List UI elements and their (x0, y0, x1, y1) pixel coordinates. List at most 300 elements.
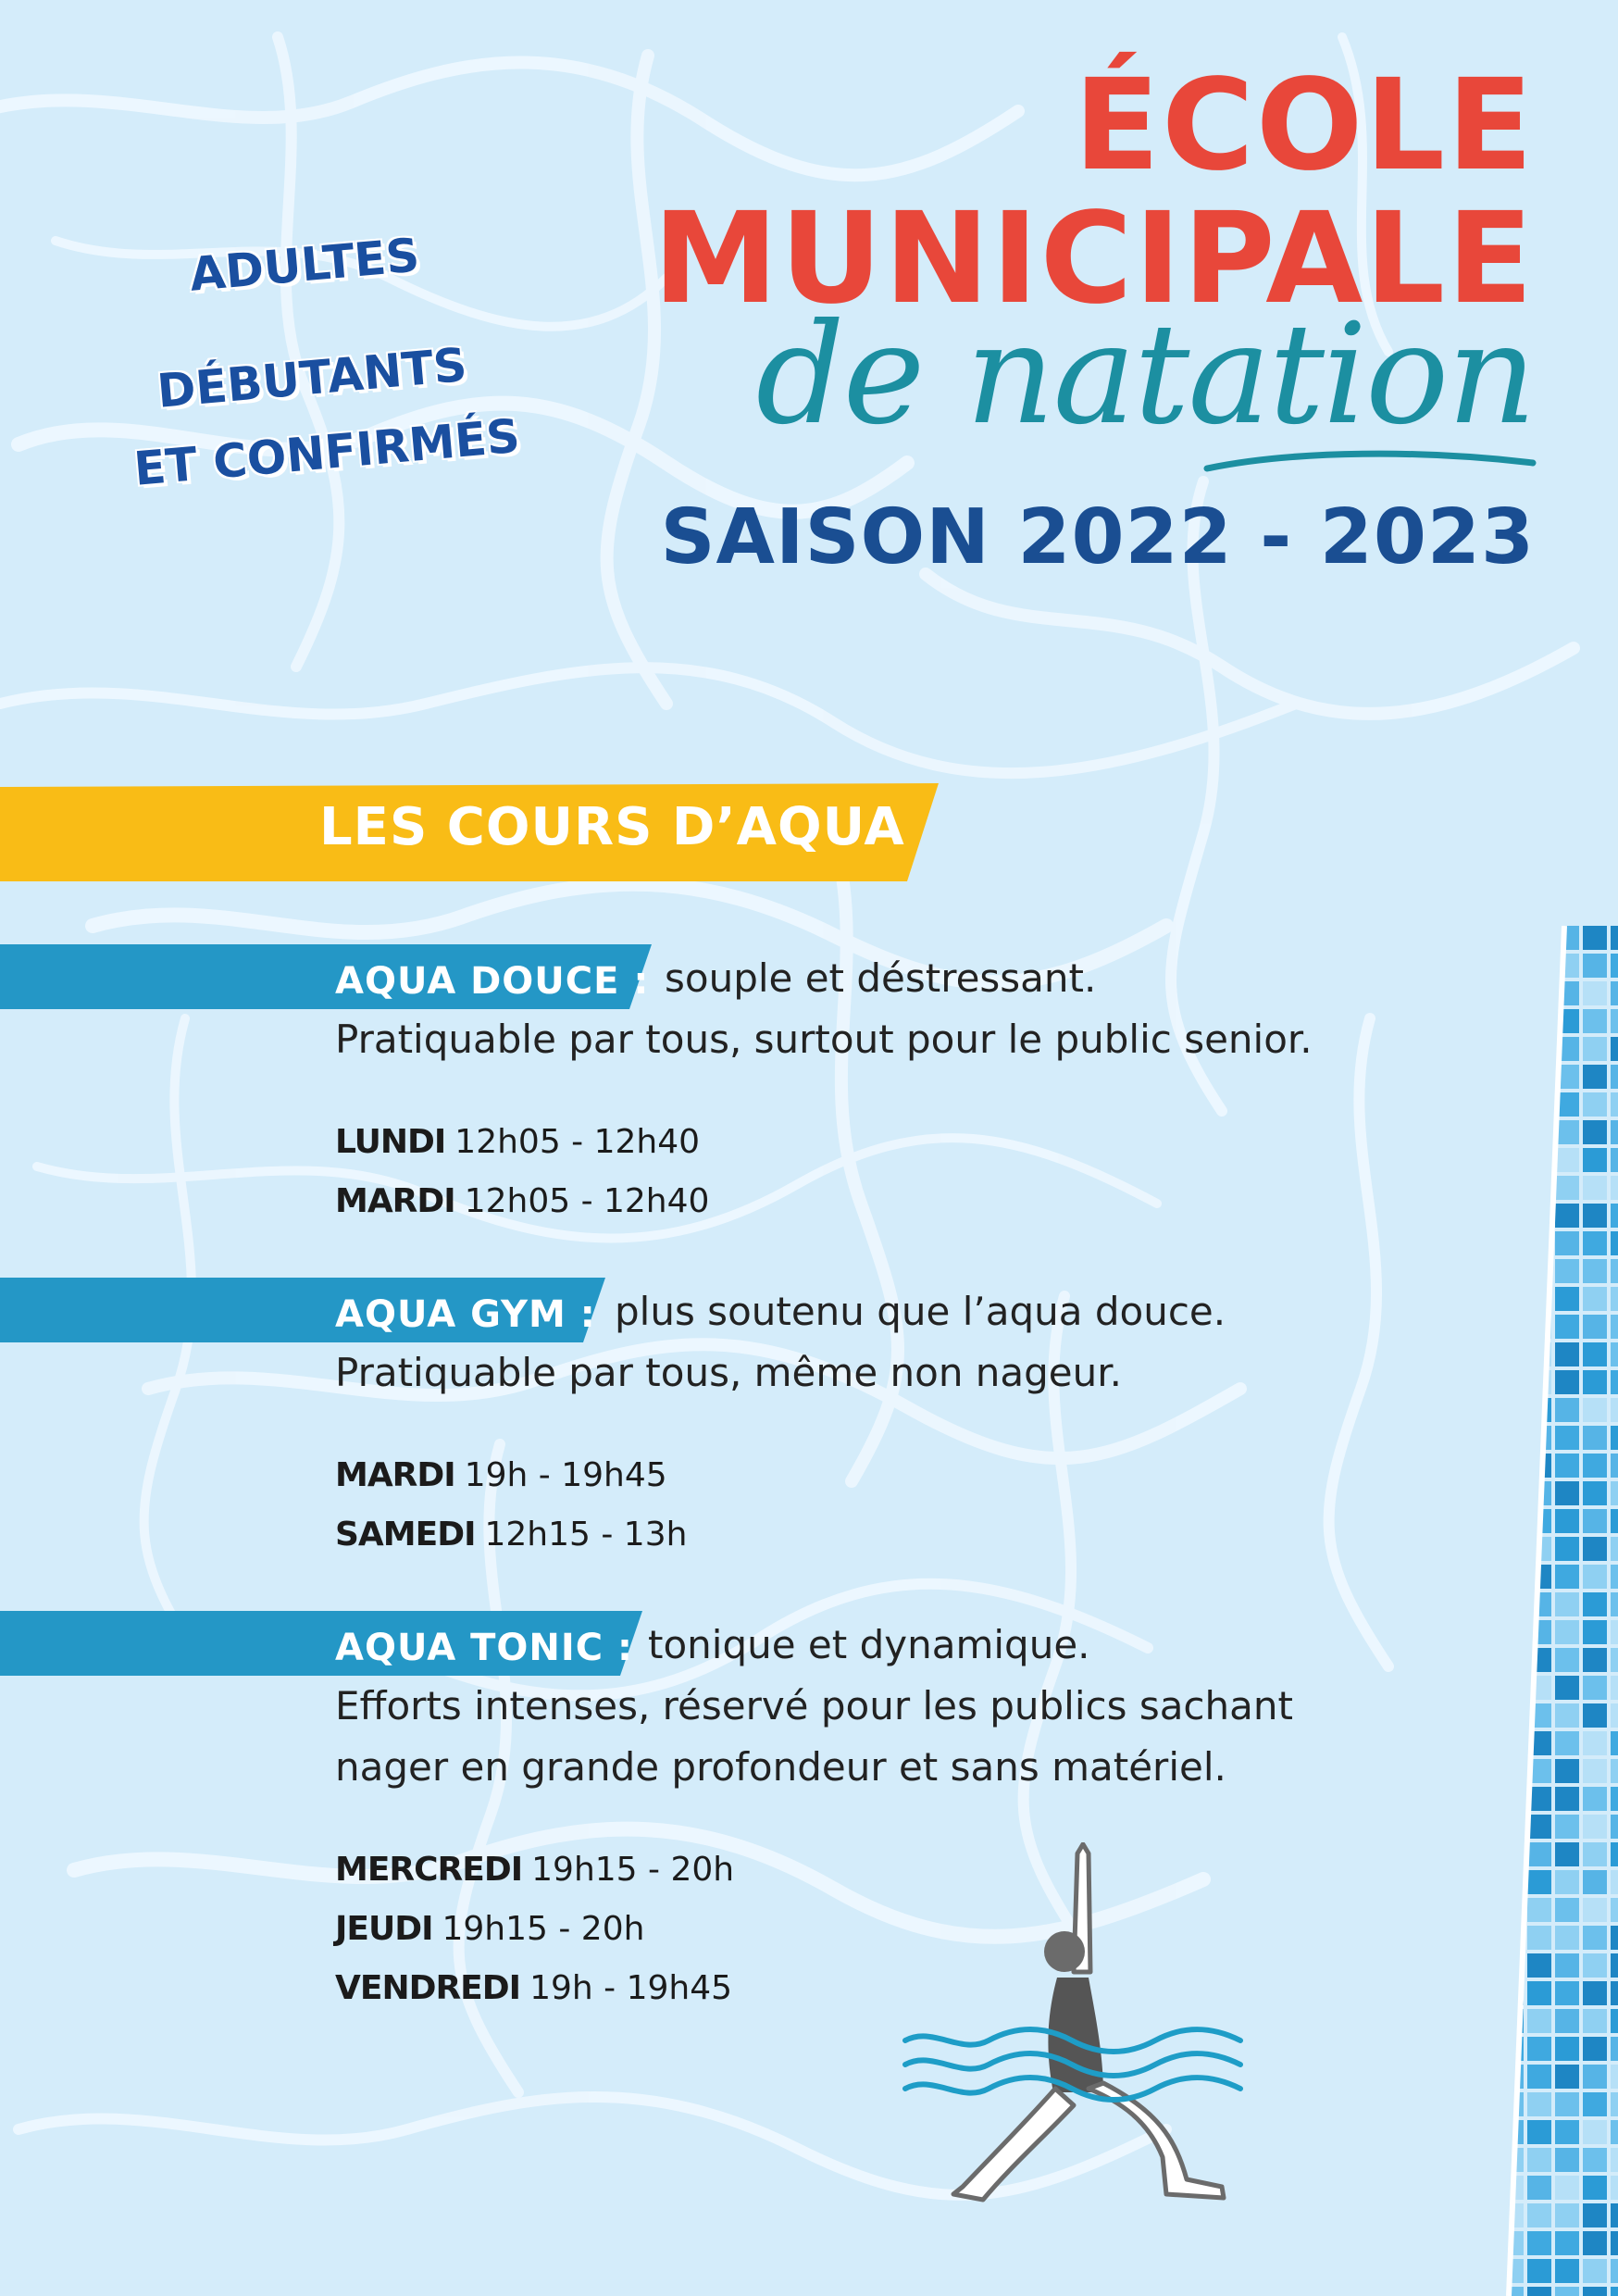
pool-tile (1472, 2259, 1496, 2283)
pool-tile (1583, 1592, 1607, 1616)
pool-tile (1611, 1731, 1618, 1755)
pool-tile (1611, 1981, 1618, 2005)
pool-tile (1555, 1176, 1579, 1200)
pool-tile (1472, 1259, 1496, 1283)
pool-tile (1500, 926, 1524, 950)
schedule-row (335, 1456, 667, 1494)
pool-tile (1611, 2120, 1618, 2144)
pool-tile (1583, 1870, 1607, 1894)
pool-tile (1583, 1759, 1607, 1783)
pool-tile (1583, 1981, 1607, 2005)
pool-tile (1611, 1565, 1618, 1589)
pool-tile (1472, 1981, 1496, 2005)
pool-tile (1583, 1565, 1607, 1589)
pool-tile (1472, 1759, 1496, 1783)
pool-tile (1611, 1926, 1618, 1950)
pool-tile (1583, 1537, 1607, 1561)
pool-tile (1472, 1204, 1496, 1228)
schedule-time: 19h15 - 20h (531, 1851, 735, 1889)
pool-tile (1611, 1009, 1618, 1033)
pool-tile (1555, 2009, 1579, 2033)
pool-tile (1472, 926, 1496, 950)
pool-tile (1583, 1620, 1607, 1644)
pool-tile (1583, 1787, 1607, 1811)
pool-tile (1583, 2287, 1607, 2296)
pool-tile (1611, 1204, 1618, 1228)
schedule-day: JEUDI (335, 1910, 433, 1948)
pool-tile (1583, 2148, 1607, 2172)
pool-tile (1472, 1148, 1496, 1172)
pool-tile (1611, 1037, 1618, 1061)
pool-tile (1472, 1870, 1496, 1894)
course-name-aqua-tonic: AQUA TONIC : (335, 1627, 634, 1669)
pool-tile (1555, 2065, 1579, 2089)
pool-tile (1472, 1009, 1496, 1033)
pool-tile (1500, 1426, 1524, 1450)
pool-tile (1555, 1676, 1579, 1700)
schedule-row (335, 1853, 734, 1887)
pool-tile (1555, 1898, 1579, 1922)
pool-tile (1583, 2120, 1607, 2144)
pool-tiles-decoration (1472, 926, 1618, 2296)
pool-tile (1555, 1231, 1579, 1255)
pool-tile (1611, 2203, 1618, 2227)
pool-tile (1472, 1565, 1496, 1589)
pool-tile (1527, 1898, 1551, 1922)
pool-tile (1472, 1092, 1496, 1117)
course-summary-aqua-douce: souple et déstressant. (665, 955, 1097, 1001)
pool-tile (1500, 1148, 1524, 1172)
pool-tile (1472, 1315, 1496, 1339)
pool-tile (1500, 1009, 1524, 1033)
schedule-row (335, 1969, 732, 2007)
pool-tile (1472, 1287, 1496, 1311)
pool-tile (1583, 1648, 1607, 1672)
pool-tile (1611, 1815, 1618, 1839)
pool-tile (1527, 1870, 1551, 1894)
pool-tile (1583, 1898, 1607, 1922)
pool-tile (1555, 2259, 1579, 2283)
pool-tile (1583, 2065, 1607, 2089)
pool-tile (1472, 1620, 1496, 1644)
pool-tile (1500, 1537, 1524, 1561)
pool-tile (1500, 1870, 1524, 1894)
course-name-aqua-gym: AQUA GYM : (335, 1293, 596, 1336)
pool-tile (1611, 2065, 1618, 2089)
pool-tile (1583, 1315, 1607, 1339)
pool-tile (1611, 1426, 1618, 1450)
pool-tile (1555, 1565, 1579, 1589)
pool-tile (1583, 1120, 1607, 1144)
pool-tile (1555, 1342, 1579, 1366)
pool-tile (1583, 1176, 1607, 1200)
pool-tile (1472, 2120, 1496, 2144)
pool-tile (1472, 1592, 1496, 1616)
pool-tile (1555, 1509, 1579, 1533)
pool-tile (1500, 1509, 1524, 1533)
pool-tile (1611, 1620, 1618, 1644)
schedule-time: 19h15 - 20h (442, 1910, 645, 1948)
pool-tile (1583, 1037, 1607, 1061)
pool-tile (1611, 1898, 1618, 1922)
pool-tile (1527, 1065, 1551, 1089)
pool-tile (1611, 1065, 1618, 1089)
pool-tile (1472, 1065, 1496, 1089)
pool-tile (1611, 954, 1618, 978)
pool-tile (1555, 2148, 1579, 2172)
pool-tile (1611, 2148, 1618, 2172)
pool-tile (1500, 1731, 1524, 1755)
pool-tile (1500, 1259, 1524, 1283)
pool-tile (1472, 2231, 1496, 2255)
pool-tile (1583, 1703, 1607, 1728)
pool-tile (1555, 1787, 1579, 1811)
pool-tile (1611, 1870, 1618, 1894)
pool-tile (1527, 1953, 1551, 1978)
pool-tile (1500, 2120, 1524, 2144)
pool-tile (1472, 2287, 1496, 2296)
pool-tile (1472, 1426, 1496, 1450)
course-name-aqua-douce: AQUA DOUCE : (335, 960, 650, 1003)
pool-tile (1611, 1592, 1618, 1616)
pool-tile (1583, 1731, 1607, 1755)
pool-tile (1500, 2092, 1524, 2116)
pool-tile (1611, 1342, 1618, 1366)
pool-tile (1583, 1342, 1607, 1366)
pool-tile (1555, 2203, 1579, 2227)
pool-tile (1500, 1481, 1524, 1505)
pool-tile (1555, 2176, 1579, 2200)
tag-adultes: ADULTES (187, 228, 422, 302)
pool-tile (1611, 2259, 1618, 2283)
pool-tile (1500, 1204, 1524, 1228)
pool-tile (1527, 2009, 1551, 2033)
pool-tile (1611, 2092, 1618, 2116)
schedule-time: 19h - 19h45 (464, 1456, 667, 1494)
pool-tile (1611, 1676, 1618, 1700)
pool-tile (1527, 1981, 1551, 2005)
pool-tile (1583, 1231, 1607, 1255)
pool-tile (1611, 2009, 1618, 2033)
pool-tile (1527, 2176, 1551, 2200)
pool-tile (1555, 1592, 1579, 1616)
pool-tile (1555, 1204, 1579, 1228)
pool-tile (1583, 1676, 1607, 1700)
pool-tile (1500, 1648, 1524, 1672)
pool-tile (1500, 1620, 1524, 1644)
course-detail-aqua-tonic-line1: Efforts intenses, réservé pour les publics sachant (335, 1683, 1293, 1728)
pool-tile (1527, 1648, 1551, 1672)
pool-tile (1611, 1398, 1618, 1422)
pool-tile (1611, 1481, 1618, 1505)
pool-tile (1500, 1065, 1524, 1089)
pool-tile (1583, 1370, 1607, 1394)
pool-tile (1472, 1231, 1496, 1255)
pool-tile (1555, 1148, 1579, 1172)
pool-tile (1472, 1342, 1496, 1366)
pool-tile (1555, 1842, 1579, 1866)
schedule-time: 12h05 - 12h40 (454, 1123, 701, 1161)
pool-tile (1472, 2092, 1496, 2116)
pool-tile (1583, 1204, 1607, 1228)
course-detail-aqua-gym: Pratiquable par tous, même non nageur. (335, 1350, 1123, 1395)
pool-tile (1500, 1592, 1524, 1616)
pool-tile (1472, 1537, 1496, 1561)
pool-tile (1583, 2259, 1607, 2283)
schedule-day: MARDI (335, 1182, 455, 1220)
pool-tile (1472, 1176, 1496, 1200)
pool-tile (1611, 2287, 1618, 2296)
tag-confirmes: ET CONFIRMÉS (131, 408, 522, 496)
schedule-day: LUNDI (335, 1123, 446, 1161)
pool-tile (1527, 1148, 1551, 1172)
pool-tile (1611, 1120, 1618, 1144)
pool-tile (1611, 2176, 1618, 2200)
pool-tile (1611, 1315, 1618, 1339)
pool-tile (1500, 1926, 1524, 1950)
pool-tile (1583, 2176, 1607, 2200)
pool-tile (1472, 1370, 1496, 1394)
schedule-day: VENDREDI (335, 1969, 521, 2007)
schedule-day: MERCREDI (335, 1851, 523, 1889)
pool-tile (1500, 1176, 1524, 1200)
schedule-row (335, 1518, 687, 1552)
pool-tile (1472, 2176, 1496, 2200)
pool-tile (1472, 1953, 1496, 1978)
pool-tile (1555, 1398, 1579, 1422)
pool-tile (1472, 1509, 1496, 1533)
pool-tile (1472, 1787, 1496, 1811)
pool-tile (1527, 2120, 1551, 2144)
schedule-day: SAMEDI (335, 1516, 476, 1554)
pool-tile (1527, 2148, 1551, 2172)
pool-tile (1611, 1148, 1618, 1172)
pool-tile (1583, 1259, 1607, 1283)
pool-tile (1611, 1759, 1618, 1783)
pool-tile (1555, 2037, 1579, 2061)
pool-tile (1527, 2287, 1551, 2296)
pool-tile (1500, 1454, 1524, 1478)
pool-tile (1500, 1342, 1524, 1366)
pool-tile (1527, 1120, 1551, 1144)
pool-tile (1500, 1398, 1524, 1422)
pool-tile (1555, 1370, 1579, 1394)
pool-tile (1583, 2231, 1607, 2255)
pool-tile (1583, 981, 1607, 1005)
aqua-yoga-swimmer-icon (898, 1842, 1259, 2213)
pool-tile (1527, 1926, 1551, 1950)
schedule-row (335, 1182, 710, 1220)
pool-tile (1555, 2287, 1579, 2296)
pool-tile (1555, 954, 1579, 978)
pool-tile (1527, 1176, 1551, 1200)
schedule-day: MARDI (335, 1456, 455, 1494)
course-detail-aqua-douce: Pratiquable par tous, surtout pour le public senior. (335, 1017, 1313, 1062)
pool-tile (1555, 1648, 1579, 1672)
pool-tile (1583, 1148, 1607, 1172)
pool-tile (1611, 1537, 1618, 1561)
pool-tile (1472, 2065, 1496, 2089)
pool-tile (1583, 1454, 1607, 1478)
pool-tile (1527, 1620, 1551, 1644)
pool-tile (1583, 2009, 1607, 2033)
pool-tile (1527, 1037, 1551, 1061)
pool-tile (1583, 1287, 1607, 1311)
pool-tile (1583, 2092, 1607, 2116)
pool-tile (1472, 2203, 1496, 2227)
pool-tile (1555, 1759, 1579, 1783)
pool-tile (1611, 1953, 1618, 1978)
pool-tile (1611, 1648, 1618, 1672)
section-title: LES COURS D’AQUA (319, 797, 905, 857)
pool-tile (1555, 2231, 1579, 2255)
pool-tile (1611, 1259, 1618, 1283)
pool-tile (1500, 1898, 1524, 1922)
pool-tile (1472, 2148, 1496, 2172)
pool-tile (1527, 1426, 1551, 1450)
pool-tile (1500, 1703, 1524, 1728)
pool-tile (1555, 1259, 1579, 1283)
pool-tile (1555, 1481, 1579, 1505)
course-summary-aqua-tonic: tonique et dynamique. (648, 1622, 1090, 1667)
pool-tile (1527, 1204, 1551, 1228)
pool-tile (1611, 1842, 1618, 1866)
schedule-row (335, 1123, 701, 1161)
pool-tile (1555, 1703, 1579, 1728)
pool-tile (1611, 1287, 1618, 1311)
pool-tile (1500, 1676, 1524, 1700)
pool-tile (1583, 2203, 1607, 2227)
pool-tile (1472, 1731, 1496, 1755)
pool-tile (1583, 1092, 1607, 1117)
pool-tile (1527, 1842, 1551, 1866)
title-de-natation: de natation (755, 294, 1535, 455)
pool-tile (1527, 1231, 1551, 1255)
pool-tile (1583, 1509, 1607, 1533)
pool-tile (1472, 1481, 1496, 1505)
pool-tile (1527, 2037, 1551, 2061)
pool-tile (1500, 1565, 1524, 1589)
pool-tile (1611, 1231, 1618, 1255)
pool-tile (1555, 1870, 1579, 1894)
pool-tile (1472, 1898, 1496, 1922)
pool-tile (1555, 1620, 1579, 1644)
pool-tile (1583, 1815, 1607, 1839)
pool-tile (1555, 2092, 1579, 2116)
pool-tile (1583, 926, 1607, 950)
pool-tile (1472, 1676, 1496, 1700)
pool-tile (1500, 1759, 1524, 1783)
pool-tile (1472, 1037, 1496, 1061)
pool-tile (1500, 1037, 1524, 1061)
pool-tile (1583, 1426, 1607, 1450)
pool-tile (1555, 1926, 1579, 1950)
pool-tile (1500, 1815, 1524, 1839)
pool-tile (1583, 1953, 1607, 1978)
pool-tile (1611, 981, 1618, 1005)
pool-tile (1555, 1815, 1579, 1839)
title-underline (1203, 444, 1537, 481)
pool-tile (1583, 954, 1607, 978)
pool-tile (1472, 2009, 1496, 2033)
pool-tile (1555, 1287, 1579, 1311)
pool-tile (1611, 1509, 1618, 1533)
pool-tile (1472, 1648, 1496, 1672)
pool-tile (1527, 1009, 1551, 1033)
pool-tile (1583, 1009, 1607, 1033)
pool-tile (1611, 1787, 1618, 1811)
pool-tile (1527, 2203, 1551, 2227)
title-municipale: MUNICIPALE (653, 186, 1535, 332)
pool-tile (1611, 1176, 1618, 1200)
pool-tile (1500, 1120, 1524, 1144)
pool-tile (1527, 981, 1551, 1005)
schedule-time: 12h05 - 12h40 (464, 1182, 710, 1220)
tag-debutants: DÉBUTANTS (155, 337, 469, 418)
pool-tile (1555, 1426, 1579, 1450)
pool-tile (1527, 2065, 1551, 2089)
pool-tile (1611, 1703, 1618, 1728)
pool-tile (1555, 1454, 1579, 1478)
pool-tile (1583, 1926, 1607, 1950)
pool-tile (1583, 1481, 1607, 1505)
pool-tile (1472, 1454, 1496, 1478)
pool-tile (1583, 2037, 1607, 2061)
pool-tile (1583, 1398, 1607, 1422)
pool-tile (1527, 954, 1551, 978)
pool-tile (1611, 2231, 1618, 2255)
pool-tile (1611, 926, 1618, 950)
pool-tile (1527, 2259, 1551, 2283)
pool-tile (1500, 1231, 1524, 1255)
pool-tile (1583, 1065, 1607, 1089)
pool-tile (1611, 1454, 1618, 1478)
pool-tile (1500, 1092, 1524, 1117)
pool-tile (1500, 1287, 1524, 1311)
pool-tile (1611, 1370, 1618, 1394)
pool-tile (1555, 1981, 1579, 2005)
pool-tile (1555, 2120, 1579, 2144)
pool-tile (1472, 1703, 1496, 1728)
pool-tile (1527, 2231, 1551, 2255)
pool-tile (1555, 1731, 1579, 1755)
pool-tile (1472, 1120, 1496, 1144)
pool-tile (1555, 1953, 1579, 1978)
pool-tile (1472, 1842, 1496, 1866)
pool-tile (1500, 1842, 1524, 1866)
pool-tile (1472, 1398, 1496, 1422)
pool-tile (1555, 1537, 1579, 1561)
course-detail-aqua-tonic-line2: nager en grande profondeur et sans matériel. (335, 1744, 1226, 1790)
pool-tile (1500, 954, 1524, 978)
pool-tile (1500, 1787, 1524, 1811)
pool-tile (1472, 954, 1496, 978)
pool-tile (1500, 981, 1524, 1005)
season-title: SAISON 2022 - 2023 (660, 493, 1535, 581)
pool-tile (1472, 1926, 1496, 1950)
pool-tile (1555, 926, 1579, 950)
pool-tile (1472, 2037, 1496, 2061)
pool-tile (1472, 1815, 1496, 1839)
schedule-time: 19h - 19h45 (529, 1969, 732, 2007)
course-summary-aqua-gym: plus soutenu que l’aqua douce. (615, 1289, 1226, 1334)
pool-tile (1555, 1315, 1579, 1339)
schedule-row (335, 1910, 645, 1948)
pool-tile (1527, 926, 1551, 950)
pool-tile (1500, 1370, 1524, 1394)
title-ecole: ÉCOLE (1074, 53, 1535, 199)
pool-tile (1472, 981, 1496, 1005)
